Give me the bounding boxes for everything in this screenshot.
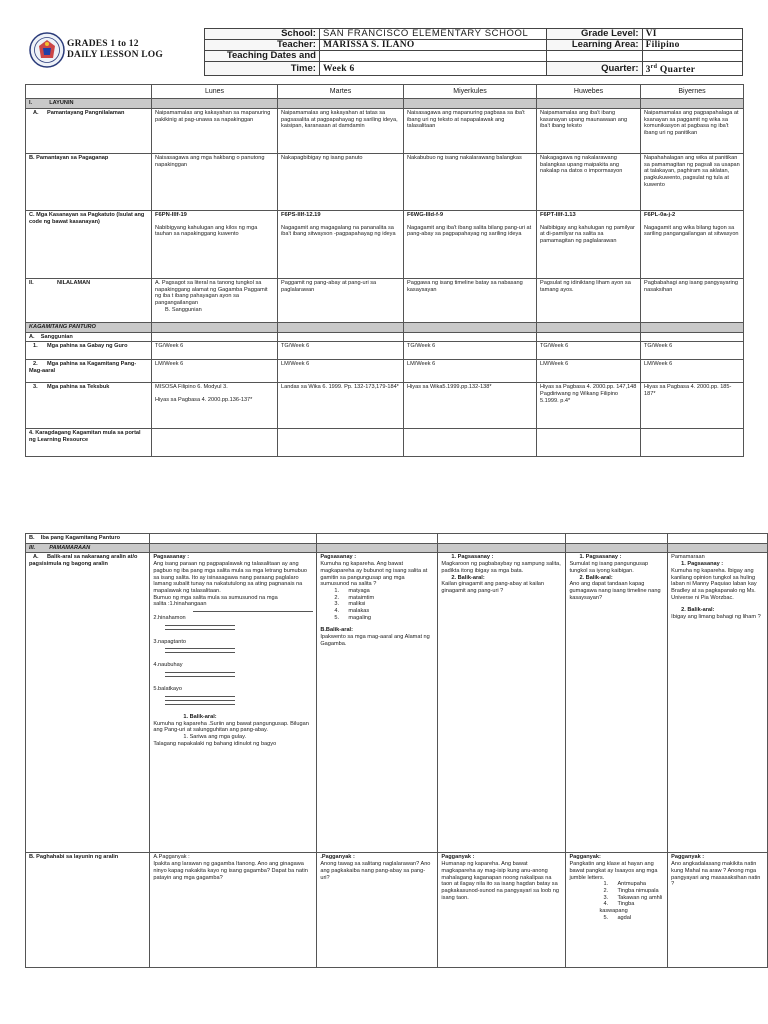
cell-pp-2: Naipamamalas ang kakayahan at tatas sa pagsasalita at pagpapahayag ng sariling ideya, kaisipan, karanasan at damdamin (278, 109, 404, 154)
cell-pg-5: Napahahalagan ang wika at panitikan sa pamamagitan ng pagsali sa usapan at talakayan, paghiram sa aklatan, pagkukuwento, pagsulat ng tula at kuwento (641, 154, 744, 211)
cell-pg-4: Nakagagawa ng nakalarawang balangkas upang maipakita ang nakalap na datos o impormasyon (537, 154, 641, 211)
pamamaraan-row (26, 543, 768, 553)
cell-lm-2: LM/Week 6 (278, 360, 404, 383)
cell-pk-2: F6PS-IIIf-12.19 Nagagamit ang magagalang na pananalita sa iba't ibang sitwayson -pagpapahayag ng ideya (278, 211, 404, 279)
table-row (26, 429, 744, 457)
cell-pp-1: Naipamamalas ang kakayahan sa mapanuring pakikinig at pag-unawa sa napakinggan (152, 109, 278, 154)
cell-pk-3: F6WG-IIId-f-9 Nagagamit ang iba't ibang salita bilang pang-uri at pang-abay sa pagpapahayag ng sariling ideya (404, 211, 537, 279)
row-label-pagkatuto: C. Mga Kasanayan sa Pagkatuto (Isulat ang code ng bawat kasanayan) (26, 211, 152, 279)
school-value: SAN FRANCISCO ELEMENTARY SCHOOL (319, 29, 546, 40)
row-label-teksbuk: 3. Mga pahina sa Teksbuk (26, 383, 152, 429)
learning-area-label: Learning Area: (546, 40, 642, 51)
cell-pg-2: Nakapagbibigay ng isang panuto (278, 154, 404, 211)
row-label-karagdagang-kagamitan: 4. Karagdagang Kagamitan mula sa portal ng Learning Resource (26, 429, 152, 457)
word-item: 3.napagtanto (153, 638, 186, 645)
cell-lm-3: LM/Week 6 (404, 360, 537, 383)
cell-pp-4: Naipamamalas ang iba't ibang kasanayan upang maunawaan ang iba't ibang teksto (537, 109, 641, 154)
cell-tb-3: Hiyas sa Wika5.1999.pp.132-138* (404, 383, 537, 429)
table-row (26, 109, 744, 154)
list-item: mataimtim (348, 594, 375, 601)
row-label-iba-pang-kagamitan: B. Iba pang Kagamitang Panturo (26, 534, 150, 544)
cell-ba-2: Pagsasanay : Kumuha ng kapareha. Ang bawat magkapareha ay bubunot ng isang salita at gamitin sa pangungusap ang mga sumusunod na salita ? 1. matyaga 2. mataimtim 3. maliksi 4. malakas 5. magaling B.Balik-aral: Ipakwento sa mga mag-aaral ang Alamat ng Gagamba. (317, 553, 438, 853)
row-label-paghahabi: B. Paghahabi sa layunin ng aralin (26, 853, 150, 968)
cell-tg-3: TG/Week 6 (404, 342, 537, 360)
cell-ba-4: 1. Pagsasanay : Sumulat ng isang pangungusap tungkol sa iyong kaibigan. 2. Balik-aral: Ano ang dapat tandaan kapag gumagawa nang isang timeline nang kasaysayan? (566, 553, 668, 853)
cell-nl-3: Paggawa ng isang timeline batay sa nabasang kasaysayan (404, 279, 537, 323)
table-row (26, 360, 744, 383)
learning-area-value: Filipino (642, 40, 742, 51)
cell-nl-2: Paggamit ng pang-abay at pang-uri sa paglalarawan (278, 279, 404, 323)
list-item: Tingba nimupala (617, 887, 659, 894)
cell-pp-5: Naipamamalas ang pagpapahalaga at ksanayan sa paggamit ng wika sa komunikasyon at pagbasa ng iba't ibang uri ng panitikan (641, 109, 744, 154)
list-item: matyaga (348, 587, 370, 594)
sanggunian-row (26, 332, 744, 342)
section-kagamitang-panturo: KAGAMITANG PANTURO (26, 323, 152, 333)
quarter-value: 3rd Quarter (642, 62, 742, 76)
section-pamamaraan: III. PAMAMARAAN (26, 543, 150, 553)
lesson-log-table-part1 (25, 84, 744, 457)
cell-pk-5: F6PL-0a-j-2 Nagagamit ang wika bilang tugon sa sariling pangangailangan at sitwasyon (641, 211, 744, 279)
table-row (26, 553, 768, 853)
dates-label-line2: Time: (205, 62, 320, 76)
list-item: maliksi (348, 601, 366, 608)
cell-nl-1: A. Pagsagot sa literal na tanong tungkol sa napakinggang alamat ng Gagamba Paggamit ng iba t ibang pahayagan ayon sa pangangailangan B. Sanggunian (152, 279, 278, 323)
header-info-table (204, 28, 743, 76)
grade-level-value: VI (642, 29, 742, 40)
row-label-gabay-ng-guro: 1. Mga pahina sa Gabay ng Guro (26, 342, 152, 360)
cell-ba-3: 1. Pagsasanay : Magkaroon ng pagbabaybay ng sampung salita, padikta itong ibigay sa mga bata. 2. Balik-aral: Kailan ginagamit ang pang-abay at kailan ginagamit ang pang-uri ? (438, 553, 566, 853)
dates-value: Week 6 (319, 62, 546, 76)
school-label: School: (205, 29, 320, 40)
word-item: 5.balatkayo (153, 686, 182, 693)
section-layunin: I. LAYUNIN (26, 99, 152, 109)
cell-pp-3: Naisasagawa ang mapanuring pagbasa sa iba't ibang uri ng teksto at napapalawak ang talasalitaan (404, 109, 537, 154)
cell-tb-5: Hiyas sa Pagbasa 4. 2000.pp. 185-187* (641, 383, 744, 429)
row-label-pamantayang-pangnilalaman: A. Pamantayang Pangnilalaman (26, 109, 152, 154)
day-header-4: Huwebes (537, 85, 641, 99)
row-label-nilalaman: II. NILALAMAN (26, 279, 152, 323)
log-title (67, 39, 163, 61)
layunin-row (26, 99, 744, 109)
cell-ph-4: Pagganyak: Pangkatin ang klase at hayan ang bawat pangkat ay Isaayos ang mga jumble letters. 1. Antmupaha 2. Tingba nimupala 3. Takawan ng amhli 4. Tingba kaswapang 5. agdal (566, 853, 668, 968)
table-row (26, 342, 744, 360)
day-header-2: Martes (278, 85, 404, 99)
title-line-2: DAILY LESSON LOG (67, 50, 163, 60)
cell-lm-5: LM/Week 6 (641, 360, 744, 383)
cell-ba-1: Pagsasanay : Ang isang paraan ng pagpapalawak ng talasalitaan ay ang pagbuo ng iba pang mga salita mula sa mga letrang bumubuo sa isang salita. Ito ay isinasagawa nang paraang paglalaro lamang subalit tunay na nakatutulong sa ating pagnanais na mapalawak ng talasalitaan. Bumuo ng mga salita mula sa sumusunod na mga salita :1.hinahangaan 2.hinahamon 3.napagtanto 4.naubuhay 5.balatkayo 1. Balik-aral: Kumuha ng kapareha .Suriin ang bawat pangungusap. Bilugan ang Pang-uri at salungguhitan ang pang-abay. 1. Sariwa ang mga gulay. Talagang napakalaki ng bahang idinulot ng bagyo (150, 553, 317, 853)
cell-pk-4: F6PT-IIIf-1.13 Naibibigay ang kahulugan ng pamilyar at di-pamilyar na salita sa pamamagitan ng paglalarawan (537, 211, 641, 279)
grade-level-label: Grade Level: (546, 29, 642, 40)
teacher-value: MARISSA S. ILANO (319, 40, 546, 51)
day-header-row (26, 85, 744, 99)
list-item: Tingba kaswapang (599, 901, 635, 915)
row-label-kagamitang-mag-aaral: 2. Mga pahina sa Kagamitang Pang-Mag-aaral (26, 360, 152, 383)
list-item: magaling (348, 614, 372, 621)
teacher-label: Teacher: (205, 40, 320, 51)
cell-tb-4: Hiyas sa Pagbasa 4. 2000.pp. 147,148 Pagdiriwang ng Wikang Filipino 5.1999. p.4* (537, 383, 641, 429)
list-item: agdal (617, 914, 632, 921)
cell-lm-1: LM/Week 6 (152, 360, 278, 383)
cell-ph-2: .Pagganyak : Anong tawag sa salitang naglalarawan? Ano ang pagkakaiba nang pang-abay sa pang-uri? (317, 853, 438, 968)
header (25, 28, 743, 76)
table-row (26, 154, 744, 211)
cell-pg-1: Naisasagawa ang mga hakbang o panutong napakinggan (152, 154, 278, 211)
quarter-label: Quarter: (546, 62, 642, 76)
row-label-pamantayan-pagganap: B. Pamantayan sa Pagaganap (26, 154, 152, 211)
cell-lm-4: LM/Week 6 (537, 360, 641, 383)
cell-pk-1: F6PN-IIIf-19 Nabibigyang kahulugan ang kilos ng mga tauhan sa napakinggang kuwento (152, 211, 278, 279)
day-header-1: Lunes (152, 85, 278, 99)
day-header-3: Miyerkules (404, 85, 537, 99)
list-item: Takawan ng amhli (617, 894, 663, 901)
table-row (26, 211, 744, 279)
list-item: Antmupaha (617, 881, 647, 888)
cell-ba-5: Pamamaraan 1. Pagsasanay : Kumuha ng kapareha. Ibigay ang kanilang opinion tungkol sa huling laban ni Manny Paquiao laban kay Bradley at sa pagkapanalo ng Ms. Universe ni Pia Worzbac. 2. Balik-aral: Ibigay ang limang bahagi ng liham ? (668, 553, 768, 853)
table-row (26, 279, 744, 323)
dates-label-line1: Teaching Dates and (205, 51, 320, 62)
table-row (26, 853, 768, 968)
list-item: malakas (348, 608, 370, 615)
day-header-5: Biyernes (641, 85, 744, 99)
lesson-log-table-part2 (25, 533, 768, 968)
cell-tg-2: TG/Week 6 (278, 342, 404, 360)
cell-tb-1: MISOSA Filipino 6. Modyul 3. Hiyas sa Pagbasa 4. 2000.pp.136-137* (152, 383, 278, 429)
table-row (26, 383, 744, 429)
kagamitang-panturo-row (26, 323, 744, 333)
cell-pg-3: Nakabubuo ng isang nakalarawang balangkas (404, 154, 537, 211)
word-item: 2.hinahamon (153, 615, 186, 622)
cell-ph-3: Pagganyak : Humanap ng kapareha. Ang bawat magkapareha ay mag-isip kung anu-anong mahalagang kaganapan noong nakalipas na taon at ilagay nila ito sa isang hagdan batay sa pagkakasunod-sunod na pangyayari sa loob ng isang taon. (438, 853, 566, 968)
cell-ph-1: A.Pagganyak : Ipakita ang larawan ng gagamba Itanong. Ano ang ginagawa ninyo kapag nakakita kayo ng isang gagamba? Dapat ba natin patayin ang mga gagamba? (150, 853, 317, 968)
title-line-1: GRADES 1 to 12 (67, 39, 139, 49)
cell-tg-4: TG/Week 6 (537, 342, 641, 360)
cell-ph-5: Pagganyak : Ano angkadalasang makikita natin kung Mahal na araw ? Anong mga pangyayari ang masasaksihan natin ? (668, 853, 768, 968)
deped-seal-icon (29, 32, 65, 68)
cell-tg-1: TG/Week 6 (152, 342, 278, 360)
iba-pang-row (26, 534, 768, 544)
cell-nl-5: Pagbabahagi ang isang pangyayaring nasaksihan (641, 279, 744, 323)
word-item: 4.naubuhay (153, 662, 183, 669)
cell-nl-4: Pagsulat ng idiniktang liham ayon sa tamang ayos. (537, 279, 641, 323)
row-label-balik-aral: A. Balik-aral sa nakaraang aralin at/o pagsisimula ng bagong aralin (26, 553, 150, 853)
cell-tg-5: TG/Week 6 (641, 342, 744, 360)
cell-tb-2: Landas sa Wika 6. 1999. Pp. 132-173,179-184* (278, 383, 404, 429)
row-label-sanggunian: A. Sanggunian (26, 332, 152, 342)
